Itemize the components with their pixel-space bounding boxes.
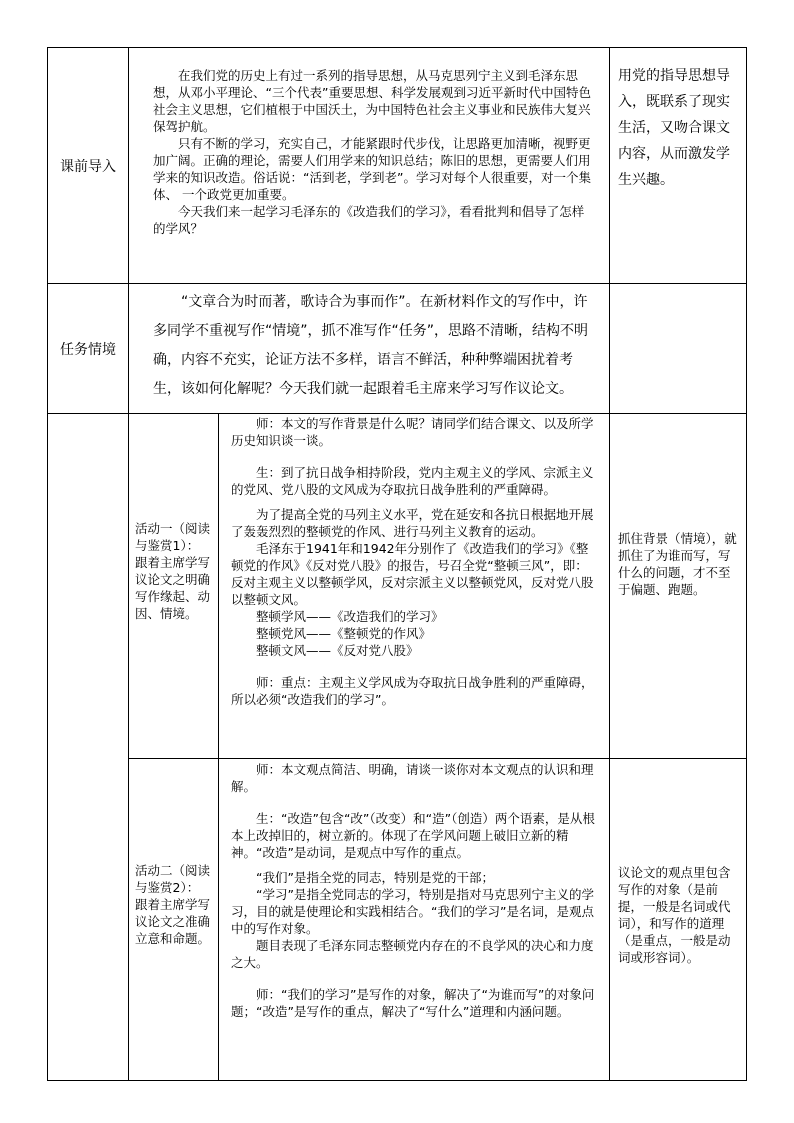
teacher-question: 师：本文观点简洁、明确，请谈一谈你对本文观点的认识和理解。 bbox=[231, 762, 594, 794]
intro-row bbox=[48, 48, 747, 284]
student-answer: 生：“改造”包含“改”（改变）和“造”（创造）两个语素，是从根本上改掉旧的，树立新的。体现了在学风问题上破旧立新的精神。“改造”是动词，是观点中写作的重点。 bbox=[231, 811, 595, 860]
activity2-title bbox=[129, 759, 219, 1081]
activity2-note bbox=[610, 759, 747, 1081]
background-paragraph: 为了提高全党的马列主义水平，党在延安和各抗日根据地开展了轰轰烈烈的整顿党的作风、进行马列主义教育的运动。 bbox=[231, 507, 594, 539]
task-note bbox=[610, 284, 747, 414]
reports-paragraph: 毛泽东于1941年和1942年分别作了《改造我们的学习》《整顿党的作风》《反对党八股》的报告，号召全党“整顿三风”，即：反对主观主义以整顿学风，反对宗派主义以整顿党风，反对党八股以整顿文风。 bbox=[231, 541, 594, 607]
intro-paragraph: 在我们党的历史上有过一系列的指导思想，从马克思列宁主义到毛泽东思想，从邓小平理论、“三个代表”重要思想、科学发展观到习近平新时代中国特色社会主义思想，它们植根于中国沃土，为中国特色社会主义事业和民族伟大复兴保驾护航。 bbox=[153, 68, 591, 134]
teacher-key-point: 师：重点：主观主义学风成为夺取抗日战争胜利的严重障碍，所以必须“改造我们的学习”。 bbox=[231, 675, 594, 707]
explain-women: “我们”是指全党的同志，特别是党的干部； bbox=[256, 870, 494, 885]
title-meaning: 题目表现了毛泽东同志整顿党内存在的不良学风的决心和力度之大。 bbox=[231, 938, 594, 970]
activity2-content bbox=[219, 759, 610, 1081]
intro-note bbox=[610, 48, 747, 284]
intro-paragraph: 今天我们来一起学习毛泽东的《改造我们的学习》，看看批判和倡导了怎样的学风？ bbox=[153, 204, 585, 236]
lesson-plan-table bbox=[47, 47, 747, 1081]
activity1-content bbox=[219, 414, 610, 759]
task-label: 任务情境 bbox=[48, 284, 129, 414]
task-text: “文章合为时而著，歌诗合为事而作”。在新材料作文的写作中，许多同学不重视写作“情境”，抓不准写作“任务”，思路不清晰，结构不明确，内容不充实，论证方法不多样，语言不鲜活，种种弊端困扰着考生，该如何化解呢？今天我们就一起跟着毛主席来学习写作议论文。 bbox=[153, 294, 589, 397]
activities-label-cell bbox=[48, 414, 129, 1081]
activity1-row bbox=[48, 414, 747, 759]
activity1-note-text: 抓住背景（情境），就抓住了为谁而写，写什么的问题，才不至于偏题、跑题。 bbox=[618, 530, 737, 597]
intro-content bbox=[129, 48, 610, 284]
explain-xuexi: “学习”是指全党同志的学习，特别是指对马克思列宁主义的学习，目的就是使理论和实践相结合。“我们的学习”是名词，是观点中的写作对象。 bbox=[231, 887, 594, 936]
activity2-title-sub: 跟着主席学写议论文之准确立意和命题。 bbox=[135, 897, 211, 946]
teacher-summary: 师：“我们的学习”是写作的对象，解决了“为谁而写”的对象问题；“改造”是写作的重点，解决了“写什么”道理和内涵问题。 bbox=[231, 987, 595, 1019]
teacher-question: 师：本文的写作背景是什么呢？请同学们结合课文、以及所学历史知识谈一谈。 bbox=[231, 416, 594, 448]
task-row bbox=[48, 284, 747, 414]
activity2-title-main: 活动二（阅读与鉴赏2）： bbox=[135, 863, 211, 895]
activity2-row bbox=[48, 759, 747, 1081]
rectify-list-item: 整顿党风——《整顿党的作风》 bbox=[256, 626, 432, 641]
student-answer: 生：到了抗日战争相持阶段，党内主观主义的学风、宗派主义的党风、党八股的文风成为夺取抗日战争胜利的严重障碍。 bbox=[231, 465, 594, 497]
rectify-list-item: 整顿学风——《改造我们的学习》 bbox=[256, 609, 444, 624]
rectify-list-item: 整顿文风——《反对党八股》 bbox=[256, 643, 419, 658]
activity1-title-sub: 跟着主席学写议论文之明确写作缘起、动因、情境。 bbox=[135, 555, 211, 621]
activity1-title bbox=[129, 414, 219, 759]
activity2-note-text: 议论文的观点里包含写作的对象（是前提，一般是名词或代词），和写作的道理（是重点，一般是动词或形容词）。 bbox=[618, 864, 731, 965]
intro-label: 课前导入 bbox=[48, 48, 129, 284]
intro-note-text: 用党的指导思想导入，既联系了现实生活，又吻合课文内容，从而激发学生兴趣。 bbox=[618, 68, 730, 188]
activity1-note bbox=[610, 414, 747, 759]
activity1-title-main: 活动一（阅读与鉴赏1）： bbox=[135, 521, 211, 553]
intro-paragraph: 只有不断的学习，充实自己，才能紧跟时代步伐，让思路更加清晰，视野更加广阔。正确的理论，需要人们用学来的知识总结；陈旧的思想，更需要人们用学来的知识改造。俗话说：“活到老，学到老”。学习对每个人很重要，对一个集体、 一个政党更加重要。 bbox=[153, 136, 591, 202]
task-content bbox=[129, 284, 610, 414]
